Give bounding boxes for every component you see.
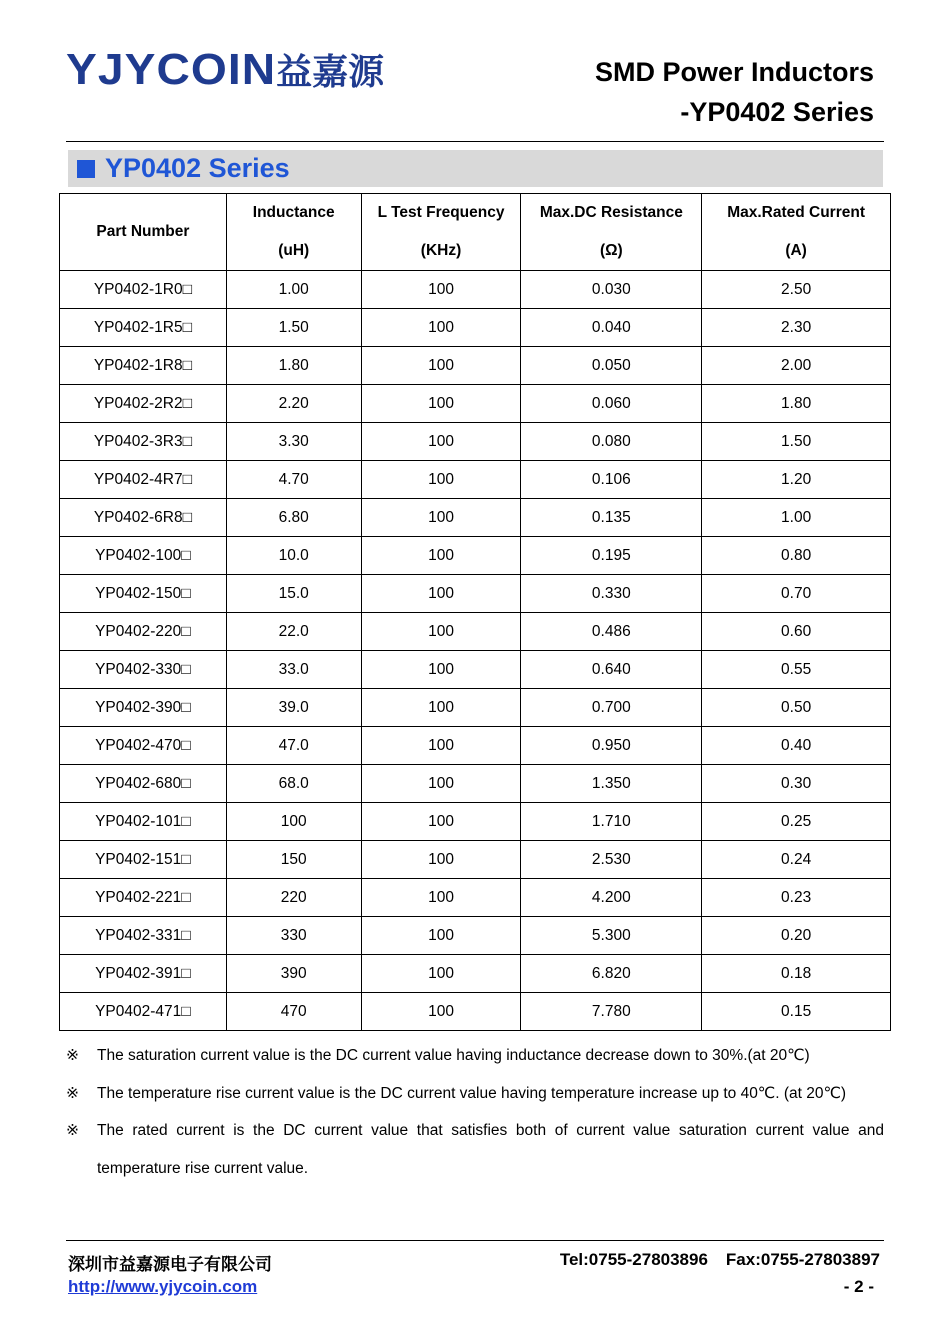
dc-resistance-cell: 0.640 (521, 651, 702, 689)
part-number-cell: YP0402-151□ (60, 841, 227, 879)
dc-resistance-cell: 0.030 (521, 271, 702, 309)
dc-resistance-cell: 5.300 (521, 917, 702, 955)
inductance-cell: 390 (226, 955, 361, 993)
table-row (60, 461, 891, 499)
section-square-icon (77, 160, 95, 178)
company-logo (66, 44, 384, 95)
rated-current-cell: 2.50 (702, 271, 891, 309)
logo-cjk-text: 益嘉源 (276, 52, 385, 93)
inductance-cell: 33.0 (226, 651, 361, 689)
part-number-cell: YP0402-221□ (60, 879, 227, 917)
dc-resistance-cell: 6.820 (521, 955, 702, 993)
inductance-cell: 4.70 (226, 461, 361, 499)
dc-resistance-cell: 1.710 (521, 803, 702, 841)
dc-resistance-cell: 0.106 (521, 461, 702, 499)
dc-resistance-cell: 0.700 (521, 689, 702, 727)
rated-current-cell: 1.20 (702, 461, 891, 499)
rated-current-cell: 0.80 (702, 537, 891, 575)
test-frequency-cell: 100 (361, 537, 521, 575)
inductance-cell: 150 (226, 841, 361, 879)
test-frequency-cell: 100 (361, 309, 521, 347)
dc-resistance-cell: 4.200 (521, 879, 702, 917)
header-part-number (60, 194, 227, 271)
part-number-cell: YP0402-330□ (60, 651, 227, 689)
table-row (60, 499, 891, 537)
footer-fax: Fax:0755-27803897 (725, 1250, 880, 1269)
note-mark: ※ (66, 1047, 79, 1064)
rated-current-cell: 0.60 (702, 613, 891, 651)
header-label: Max.DC Resistance (539, 204, 683, 221)
rated-current-cell: 1.80 (702, 385, 891, 423)
table-row (60, 689, 891, 727)
test-frequency-cell: 100 (361, 841, 521, 879)
inductance-cell: 100 (226, 803, 361, 841)
note-text: The temperature rise current value is the DC current value having temperature increase up to 40℃. (at 20℃) (97, 1084, 847, 1102)
header-divider (66, 141, 884, 142)
inductance-cell: 220 (226, 879, 361, 917)
rated-current-cell: 0.70 (702, 575, 891, 613)
test-frequency-cell: 100 (361, 727, 521, 765)
part-number-cell: YP0402-101□ (60, 803, 227, 841)
table-row (60, 803, 891, 841)
dc-resistance-cell: 0.050 (521, 347, 702, 385)
dc-resistance-cell: 0.040 (521, 309, 702, 347)
rated-current-cell: 0.23 (702, 879, 891, 917)
inductance-cell: 2.20 (226, 385, 361, 423)
dc-resistance-cell: 7.780 (521, 993, 702, 1031)
table-row (60, 309, 891, 347)
header-unit: (Ω) (599, 242, 623, 259)
document-title (595, 52, 874, 132)
part-number-cell: YP0402-391□ (60, 955, 227, 993)
part-number-cell: YP0402-470□ (60, 727, 227, 765)
rated-current-cell: 0.25 (702, 803, 891, 841)
note-item (66, 1112, 884, 1187)
rated-current-cell: 0.55 (702, 651, 891, 689)
header-test-frequency (361, 194, 521, 271)
spec-table (59, 193, 891, 1031)
test-frequency-cell: 100 (361, 955, 521, 993)
header-dc-resistance (521, 194, 702, 271)
footer-divider (66, 1240, 884, 1241)
inductance-cell: 330 (226, 917, 361, 955)
header-label: Max.Rated Current (727, 204, 865, 221)
footer-company-name: 深圳市益嘉源电子有限公司 (68, 1255, 272, 1274)
inductance-cell: 15.0 (226, 575, 361, 613)
inductance-cell: 10.0 (226, 537, 361, 575)
rated-current-cell: 2.30 (702, 309, 891, 347)
dc-resistance-cell: 2.530 (521, 841, 702, 879)
table-row (60, 765, 891, 803)
inductance-cell: 470 (226, 993, 361, 1031)
part-number-cell: YP0402-150□ (60, 575, 227, 613)
table-row (60, 879, 891, 917)
table-row (60, 385, 891, 423)
part-number-cell: YP0402-3R3□ (60, 423, 227, 461)
section-heading-bar (68, 150, 883, 187)
test-frequency-cell: 100 (361, 993, 521, 1031)
footer-website-link[interactable]: http://www.yjycoin.com (68, 1277, 258, 1296)
footer-tel: Tel:0755-27803896 (559, 1250, 708, 1269)
inductance-cell: 1.80 (226, 347, 361, 385)
table-row (60, 651, 891, 689)
dc-resistance-cell: 1.350 (521, 765, 702, 803)
notes-section (66, 1037, 884, 1187)
logo-latin-text: YJYCOIN (66, 44, 277, 94)
header-label: Inductance (252, 204, 335, 221)
inductance-cell: 1.00 (226, 271, 361, 309)
inductance-cell: 6.80 (226, 499, 361, 537)
dc-resistance-cell: 0.060 (521, 385, 702, 423)
part-number-cell: YP0402-1R5□ (60, 309, 227, 347)
part-number-cell: YP0402-471□ (60, 993, 227, 1031)
rated-current-cell: 0.50 (702, 689, 891, 727)
dc-resistance-cell: 0.195 (521, 537, 702, 575)
header-unit: (uH) (278, 242, 310, 259)
table-row (60, 271, 891, 309)
footer-contact (560, 1250, 880, 1270)
dc-resistance-cell: 0.135 (521, 499, 702, 537)
rated-current-cell: 0.18 (702, 955, 891, 993)
part-number-cell: YP0402-390□ (60, 689, 227, 727)
test-frequency-cell: 100 (361, 803, 521, 841)
rated-current-cell: 2.00 (702, 347, 891, 385)
part-number-cell: YP0402-1R8□ (60, 347, 227, 385)
test-frequency-cell: 100 (361, 917, 521, 955)
test-frequency-cell: 100 (361, 879, 521, 917)
note-text: The saturation current value is the DC current value having inductance decrease down to 30%.(at 20℃) (97, 1047, 810, 1064)
table-row (60, 347, 891, 385)
page-number: - 2 - (843, 1277, 874, 1296)
test-frequency-cell: 100 (361, 347, 521, 385)
test-frequency-cell: 100 (361, 765, 521, 803)
header-label: Part Number (96, 223, 190, 240)
part-number-cell: YP0402-100□ (60, 537, 227, 575)
dc-resistance-cell: 0.080 (521, 423, 702, 461)
part-number-cell: YP0402-6R8□ (60, 499, 227, 537)
test-frequency-cell: 100 (361, 271, 521, 309)
table-header-row (60, 194, 891, 271)
test-frequency-cell: 100 (361, 385, 521, 423)
inductance-cell: 3.30 (226, 423, 361, 461)
inductance-cell: 39.0 (226, 689, 361, 727)
header-inductance (226, 194, 361, 271)
rated-current-cell: 0.30 (702, 765, 891, 803)
note-item (66, 1037, 884, 1075)
header-label: L Test Frequency (377, 204, 505, 221)
inductance-cell: 22.0 (226, 613, 361, 651)
dc-resistance-cell: 0.950 (521, 727, 702, 765)
part-number-cell: YP0402-220□ (60, 613, 227, 651)
header-unit: (KHz) (420, 242, 462, 259)
table-row (60, 727, 891, 765)
table-row (60, 993, 891, 1031)
rated-current-cell: 1.50 (702, 423, 891, 461)
test-frequency-cell: 100 (361, 651, 521, 689)
test-frequency-cell: 100 (361, 575, 521, 613)
inductance-cell: 68.0 (226, 765, 361, 803)
section-title: YP0402 Series (105, 153, 290, 183)
table-row (60, 423, 891, 461)
header-rated-current (702, 194, 891, 271)
inductance-cell: 1.50 (226, 309, 361, 347)
test-frequency-cell: 100 (361, 613, 521, 651)
document-title-line1: SMD Power Inductors (594, 57, 874, 87)
test-frequency-cell: 100 (361, 689, 521, 727)
test-frequency-cell: 100 (361, 499, 521, 537)
table-row (60, 575, 891, 613)
table-row (60, 537, 891, 575)
header-unit: (A) (785, 242, 807, 259)
rated-current-cell: 0.40 (702, 727, 891, 765)
note-text: The rated current is the DC current value that satisfies both of current value saturation current value and temperature rise current value. (97, 1122, 884, 1177)
note-item (66, 1075, 884, 1113)
note-mark: ※ (66, 1084, 79, 1102)
rated-current-cell: 0.20 (702, 917, 891, 955)
part-number-cell: YP0402-680□ (60, 765, 227, 803)
note-mark: ※ (66, 1122, 79, 1139)
test-frequency-cell: 100 (361, 423, 521, 461)
test-frequency-cell: 100 (361, 461, 521, 499)
part-number-cell: YP0402-2R2□ (60, 385, 227, 423)
document-title-line2: -YP0402 Series (680, 97, 874, 127)
table-row (60, 955, 891, 993)
dc-resistance-cell: 0.330 (521, 575, 702, 613)
inductance-cell: 47.0 (226, 727, 361, 765)
part-number-cell: YP0402-331□ (60, 917, 227, 955)
dc-resistance-cell: 0.486 (521, 613, 702, 651)
rated-current-cell: 0.15 (702, 993, 891, 1031)
table-row (60, 613, 891, 651)
rated-current-cell: 1.00 (702, 499, 891, 537)
rated-current-cell: 0.24 (702, 841, 891, 879)
part-number-cell: YP0402-1R0□ (60, 271, 227, 309)
table-row (60, 841, 891, 879)
table-row (60, 917, 891, 955)
part-number-cell: YP0402-4R7□ (60, 461, 227, 499)
